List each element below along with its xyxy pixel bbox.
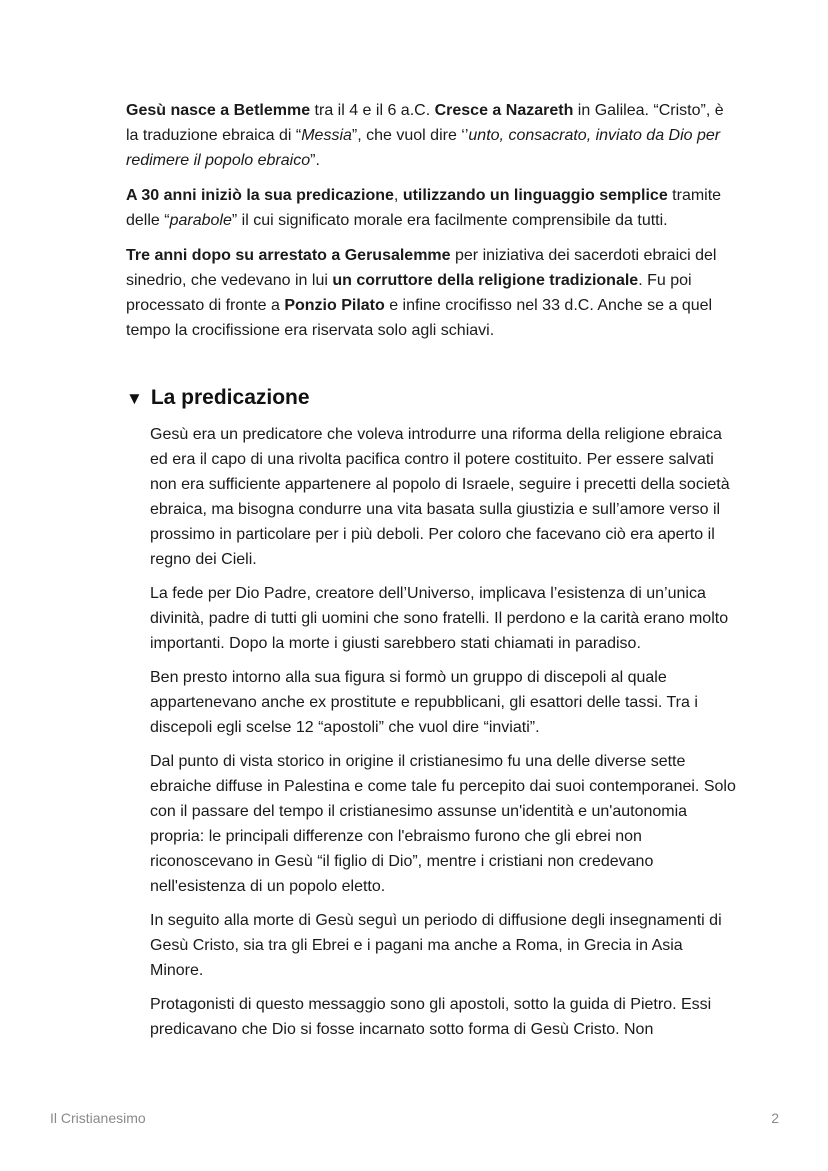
footer-document-title: Il Cristianesimo <box>50 1110 146 1126</box>
section-paragraph: In seguito alla morte di Gesù seguì un periodo di diffusione degli insegnamenti di Gesù Cristo, sia tra gli Ebrei e i pagani ma anche a Roma, in Grecia in Asia Minore. <box>150 912 722 979</box>
italic-text: parabole <box>169 212 232 229</box>
bold-text: Gesù nasce a Betlemme <box>126 102 311 119</box>
italic-text: Messia <box>301 127 352 144</box>
section-paragraph: Gesù era un predicatore che voleva introdurre una riforma della religione ebraica ed era il capo di una rivolta pacifica contro il potere costituito. Per essere salvati non era sufficiente appartenere al popolo di Israele, seguire i precetti della società ebraica, ma bisogna condurre una vita basata sulla giustizia e sull’amore verso il prossimo in particolare per i più deboli. Per coloro che facevano ciò era aperto il regno dei Cieli. <box>150 426 730 568</box>
bold-text: utilizzando un linguaggio semplice <box>402 187 668 204</box>
footer-page-number: 2 <box>771 1110 779 1126</box>
section-body <box>150 422 740 1051</box>
italic-text: unto, consacrato, inviato da Dio per redimere il popolo ebraico <box>126 127 721 169</box>
section-toggle-predicazione[interactable] <box>126 386 310 410</box>
intro-paragraph: Tre anni dopo su arrestato a Gerusalemme per iniziativa dei sacerdoti ebraici del sinedrio, che vedevano in lui un corruttore della religione tradizionale. Fu poi processato di fronte a Ponzio Pilato e infine crocifisso nel 33 d.C. Anche se a quel tempo la crocifissione era riservata solo agli schiavi. <box>126 247 717 339</box>
section-paragraph: La fede per Dio Padre, creatore dell’Universo, implicava l’esistenza di un’unica divinità, padre di tutti gli uomini che sono fratelli. Il perdono e la carità erano molto importanti. Dopo la morte i giusti sarebbero stati chiamati in paradiso. <box>150 585 729 652</box>
bold-text: un corruttore della religione tradizionale <box>332 272 639 289</box>
intro-paragraph: A 30 anni iniziò la sua predicazione, utilizzando un linguaggio semplice tramite delle “parabole” il cui significato morale era facilmente comprensibile da tutti. <box>126 187 722 229</box>
section-paragraph: Ben presto intorno alla sua figura si formò un gruppo di discepoli al quale appartenevano anche ex prostitute e repubblicani, gli esattori delle tassi. Tra i discepoli egli scelse 12 “apostoli” che vuol dire “inviati”. <box>150 669 698 736</box>
intro-text <box>126 98 736 353</box>
bold-text: Tre anni dopo su arrestato a Gerusalemme <box>126 247 451 264</box>
section-heading: La predicazione <box>150 386 310 409</box>
intro-paragraph: Gesù nasce a Betlemme tra il 4 e il 6 a.C. Cresce a Nazareth in Galilea. “Cristo”, è la traduzione ebraica di “Messia”, che vuol dire ‘’unto, consacrato, inviato da Dio per redimere il popolo ebraico”. <box>126 102 724 169</box>
section-paragraph: Dal punto di vista storico in origine il cristianesimo fu una delle diverse sette ebraiche diffuse in Palestina e come tale fu percepito dai suoi contemporanei. Solo con il passare del tempo il cristianesimo assunse un'identità e un'autonomia propria: le principali differenze con l'ebraismo furono che gli ebrei non riconoscevano in Gesù “il figlio di Dio”, mentre i cristiani non credevano nell'esistenza di un popolo eletto. <box>150 753 736 895</box>
bold-text: Ponzio Pilato <box>284 297 385 314</box>
toggle-down-arrow-icon[interactable]: ▼ <box>126 388 143 408</box>
section-paragraph: Protagonisti di questo messaggio sono gli apostoli, sotto la guida di Pietro. Essi predicavano che Dio si fosse incarnato sotto forma di Gesù Cristo. Non <box>150 996 712 1038</box>
bold-text: Cresce a Nazareth <box>434 102 574 119</box>
bold-text: A 30 anni iniziò la sua predicazione <box>126 187 394 204</box>
